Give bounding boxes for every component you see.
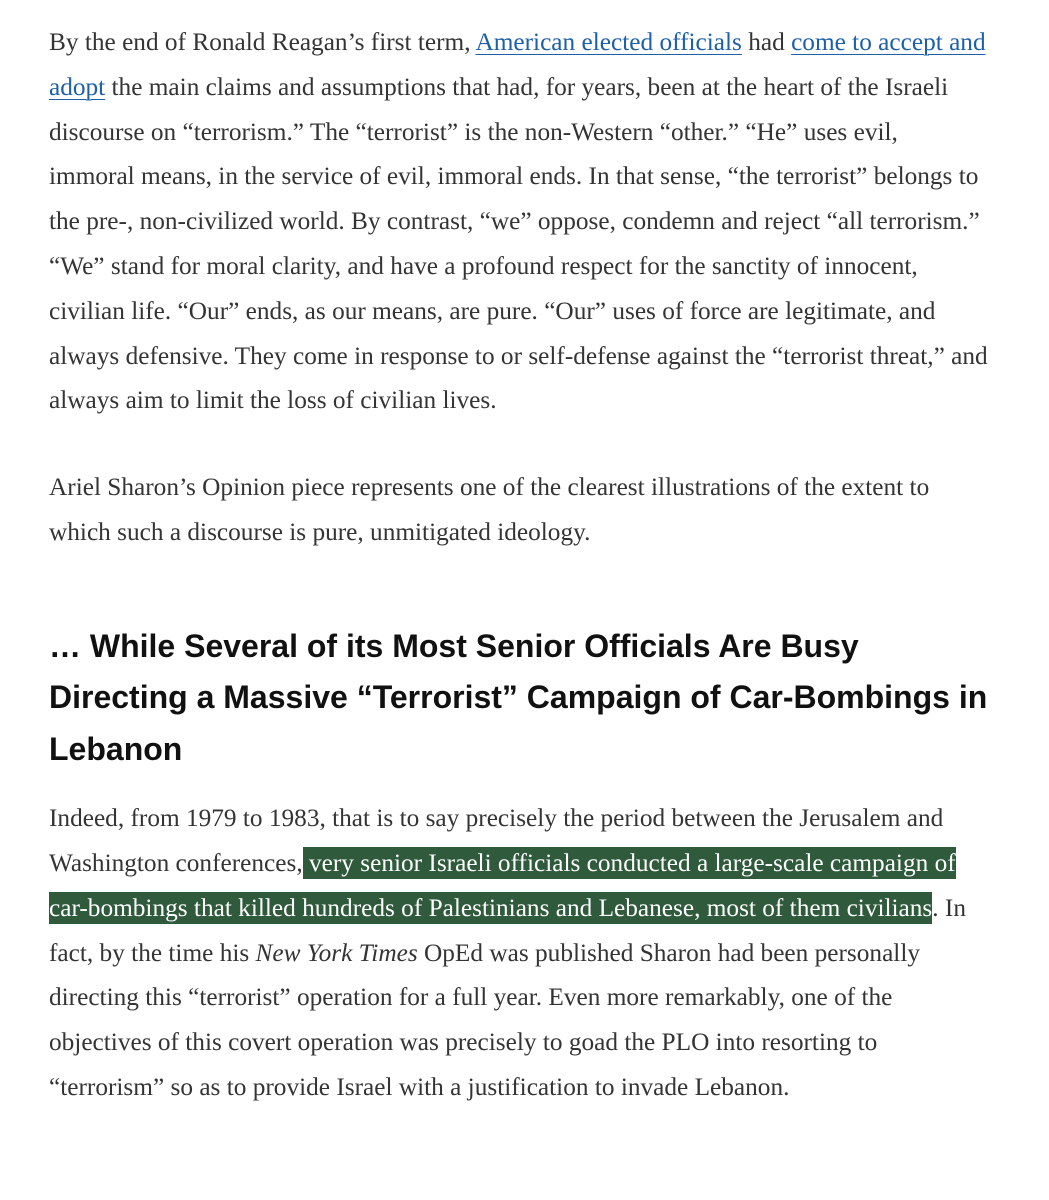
section-heading: … While Several of its Most Senior Officials Are Busy Directing a Massive “Terrorist” Campaign of Car-Bombings in Lebanon — [49, 627, 988, 767]
paragraph-reagan-term — [49, 20, 989, 423]
highlighted-text: very senior Israeli officials conducted a large-scale campaign of car-bombings that killed hundreds of Palestinians and Lebanese, most of them civilians — [49, 849, 956, 922]
paragraph-text: . In fact, by the time his — [49, 893, 967, 967]
paragraph-text: OpEd was published Sharon had been personally directing this “terrorist” operation for a full year. Even more remarkably, one of the objectives of this covert operation was precisely to goad the PLO into resorting to “terrorism” so as to provide Israel with a justification to invade Lebanon. — [49, 938, 921, 1102]
link-american-elected-officials[interactable]: American elected officials — [475, 28, 742, 56]
link-come-to-accept-and-adopt[interactable]: come to accept and adopt — [49, 28, 986, 101]
paragraph-text: Ariel Sharon’s Opinion piece represents one of the clearest illustrations of the extent to which such a discourse is pure, unmitigated ideology. — [49, 473, 930, 546]
paragraph-text: the main claims and assumptions that had, for years, been at the heart of the Israeli discourse on “terrorism.” The “terrorist” is the non-Western “other.” “He” uses evil, immoral means, in the service of evil, immoral ends. In that sense, “the terrorist” belongs to the pre-, non-civilized world. By contrast, “we” oppose, condemn and reject “all terrorism.” “We” stand for moral clarity, and have a profound respect for the sanctity of innocent, civilian life. “Our” ends, as our means, are pure. “Our” uses of force are legitimate, and always defensive. They come in response to or self-defense against the “terrorist threat,” and always aim to limit the loss of civilian lives. — [49, 72, 988, 415]
paragraph-car-bombings — [49, 796, 989, 1110]
paragraph-text: Indeed, from 1979 to 1983, that is to say precisely the period between the Jerusalem and Washington conferences, — [49, 804, 944, 878]
publication-name: New York Times — [255, 938, 418, 967]
paragraph-sharon-opinion — [49, 465, 989, 555]
article-body — [49, 20, 989, 1110]
paragraph-text: had — [741, 28, 792, 56]
paragraph-text: By the end of Ronald Reagan’s first term, — [49, 28, 476, 56]
